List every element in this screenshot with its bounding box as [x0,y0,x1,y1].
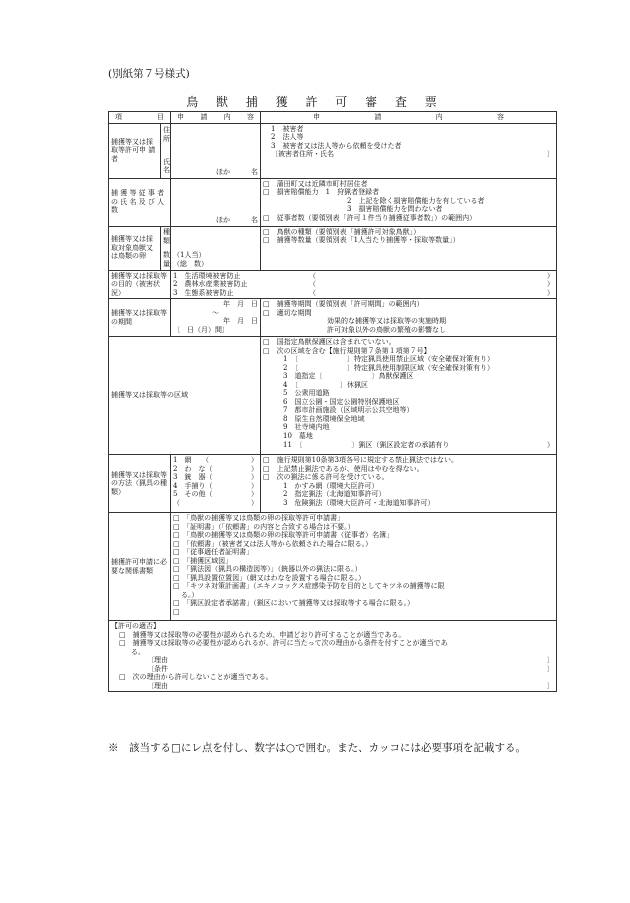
line: □ 「捕獲区域図」 [173,556,233,565]
line: □ 「キツネ対策計画書」（エキノコックス症感染予防を目的としてキツネの捕獲等に限 [173,582,445,591]
line: 3 銃 器（ [173,473,213,482]
decision-cell [109,621,557,692]
line: る。 [131,647,145,656]
line: □ 損害賠償能力 1 狩猟者登録者 [263,188,380,197]
line: る。） [181,590,199,599]
line: □ 国指定鳥獣保護区は含まれていない。 [263,338,396,347]
header-review: 容 [496,113,504,121]
line: □ 「従事適任者証明書」 [173,548,254,557]
footnote: ※ 該当する□にレ点を付し、数字は○で囲む。また、カッコには必要事項を記載する。 [108,742,526,754]
header-review: 申 [313,113,320,121]
line: 3 生態系被害防止 （ ） [173,288,554,297]
applicant-review [261,123,557,178]
line: □ 上記禁止猟法であるが、使用はやむを得ない。 [263,464,424,473]
line: 〔被害者住所・氏名 [271,150,334,159]
line: （総 数） [173,260,208,268]
sub-labels [161,123,171,178]
line: □ 「猟区設定者承諾書」（猟区において捕獲等又は採取等する場合に限る。） [173,599,415,608]
header-item: 項 [115,113,122,121]
line: 〔理由 [147,656,168,665]
line: 効果的な捕獲等又は採取等の実施時期 [327,317,446,326]
period-review [261,299,557,337]
line: □ [173,607,180,616]
line: 【許可の適否】 [111,622,160,631]
area-review [261,337,557,455]
line: 1 被害者 [271,124,304,133]
period-left [171,299,261,337]
line: 1 生活環境被害防止 （ ） [173,271,554,280]
header-content: 申 [177,113,184,121]
line: ～ [212,308,219,317]
line: 〔理由 〕 [147,681,554,690]
line: 〔条件 〕 [147,664,554,673]
line: 4 手捕り（ ） [173,481,258,490]
line: 〔条件 [147,664,168,673]
applicant-left: ほか 名 [171,123,261,178]
line: 1 かすみ網（環境大臣許可） [283,481,379,490]
row-label: 捕獲等又は採取等の区域 [109,337,261,455]
row-workers [109,178,557,226]
method-review [261,455,557,513]
row-area [109,337,557,455]
header-item: 目 [157,113,164,121]
row-decision [109,621,557,692]
line: □ 「鳥獣の捕獲等又は鳥類の卵の採取等許可申請書（従事者）名簿」 [173,531,394,540]
form-number: (別紙第７号様式) [108,68,190,80]
row-label: 捕獲等又は採取等の目的（被害状況） [109,270,171,299]
line: 3 銃 器（ ） [173,473,258,482]
sub-species: 種類 [163,227,170,245]
line: 4 〔 〕休猟区 [283,380,368,389]
line: 年 月 日 [223,317,258,326]
line: （ ） [173,498,258,507]
row-label: 捕獲等又は採取等の期間 [109,299,171,337]
line: 許可対象以外の鳥獣の繁殖の影響なし [327,325,446,334]
sub-labels [161,226,171,270]
line: 5 公衆用道路 [283,389,330,398]
review-table [108,111,557,692]
line: □ 鳥獣の種類（要領別表「捕獲許可対象鳥獣」） [263,227,421,236]
row-applicant [109,123,557,178]
line: 2 わ な（ [173,464,213,473]
line: 3 危険猟法（環境大臣許可・北海道知事許可） [283,498,435,507]
line: 4 手捕り（ [173,481,213,490]
line: 7 都市計画施設（区域明示公共空地等） [283,406,414,415]
line: 8 原生自然環境保全地域 [283,414,365,423]
line: □ 次の区域を含む【施行規則第７条第１項第７号】 [263,346,431,355]
line: 〔 日（月）間〕 [173,325,229,334]
line: 11 〔 〕猟区（猟区設定者の承諾有り [283,440,450,449]
line: □ 「猟法図（猟具の構造図等）」（銃器以外の猟法に限る。） [173,565,362,574]
line: 年 月 日 [223,300,258,309]
line: 2 わ な（ ） [173,464,258,473]
row-method [109,455,557,513]
purpose-cell [171,270,557,299]
line: 2 指定猟法（北海道知事許可） [283,490,386,499]
line: 〔理由 〕 [147,656,554,665]
line: 2 〔 〕特定猟具使用制限区域（安全確保対策有り） [283,363,494,372]
sub-address: 住所 [163,126,170,143]
line: 6 国立公園・国定公園特別保護地区 [283,397,400,406]
line: □ 次の理由から許可しないことが適当である。 [119,673,273,682]
line: □ 捕獲等数量（要領別表「1人当たり捕獲等・採取等数量」） [263,236,460,245]
line: □ 次の猟法に係る許可を受けている。 [263,473,389,482]
sub-name: 氏名 [163,157,170,175]
line: 2 上記を除く損害賠償能力を有している者 [347,196,485,205]
line: □ 施行規則第10条第3項各号に規定する禁止猟法ではない。 [263,456,458,465]
header-content: 容 [246,113,254,121]
workers-left: ほか 名 [171,178,261,226]
page-title: 鳥 獣 捕 獲 許 可 審 査 票 [186,95,444,109]
row-label: 捕獲等又は採取対象鳥獣又は鳥類の卵 [109,226,161,270]
line: □ 捕獲等又は採取等の必要性が認められるため、申請どおり許可することが適当である。 [119,630,406,639]
line: 1 網 （ [173,456,209,465]
line: （1人当） [173,251,206,260]
line: 3 道指定〔 〕鳥獣保護区 [283,372,414,381]
documents-review [171,513,557,621]
line: 2 農林水産業被害防止 （ ） [173,280,554,289]
row-documents [109,513,557,621]
header-content: 内 [223,113,231,121]
line: □ 「猟具設置位置図」（網又はわなを設置する場合に限る。） [173,573,366,582]
line: 〔被害者住所・氏名 〕 [271,150,554,159]
row-purpose [109,270,557,299]
line: 5 その他（ [173,490,213,499]
header-row [109,112,557,124]
line: □ 適切な期間 [263,308,312,317]
line: 1 〔 〕特定猟具使用禁止区域（安全確保対策有り） [283,355,494,364]
species-left [171,226,261,270]
line: 10 墓地 [283,431,313,440]
line: 1 生活環境被害防止 [173,271,241,280]
sub-quantity: 数量 [163,251,170,268]
line: 5 その他（ ） [173,490,258,499]
line: □ 捕獲等又は採取等の必要性が認められるが、許可に当たって次の理由から条件を付すことが適当であ [119,639,448,648]
line: □ 従事者数（要領別表「許可１件当り捕獲従事者数」）の範囲内） [263,213,477,222]
line: 3 生態系被害防止 [173,288,234,297]
line: （ [173,498,180,507]
header-review: 内 [435,113,443,121]
row-label: 捕獲許可申請に必要な関係書類 [109,513,171,621]
workers-review [261,178,557,226]
line: 1 網 （ ） [173,456,258,465]
row-species [109,226,557,270]
row-period [109,299,557,337]
line: 2 法人等 [271,133,304,142]
row-label: 捕獲等又は採取等の方法（猟具の種類） [109,455,171,513]
line: □ 「鳥獣の捕獲等又は鳥類の卵の採取等許可申請書」 [173,514,345,523]
line: □ 捕獲等期間（要領別表「許可期間」の範囲内） [263,300,424,309]
line: □ 「依頼書」（被害者又は法人等から依頼された場合に限る。） [173,539,373,548]
line: 3 被害者又は法人等から依頼を受けた者 [271,141,402,150]
header-content: 請 [200,113,208,121]
header-review: 請 [374,113,382,121]
line: 〔理由 [147,681,168,690]
line: 2 農林水産業被害防止 [173,280,248,289]
line: □ 「証明書」（「依頼書」の内容と合致する場合は不要。） [173,522,355,531]
row-label: 捕 獲 等 従 事 者 の 氏 名 及 び 人 数 [109,178,171,226]
line: 3 損害賠償能力を問わない者 [347,205,443,214]
line: 9 社寺境内地 [283,423,330,432]
row-label: 捕獲等又は採取等許可申 請 者 [109,123,161,178]
method-left [171,455,261,513]
line: 11 〔 〕猟区（猟区設定者の承諾有り ） [283,440,554,449]
species-review [261,226,557,270]
line: □ 蒲田町又は近隣市町村居住者 [263,179,368,188]
